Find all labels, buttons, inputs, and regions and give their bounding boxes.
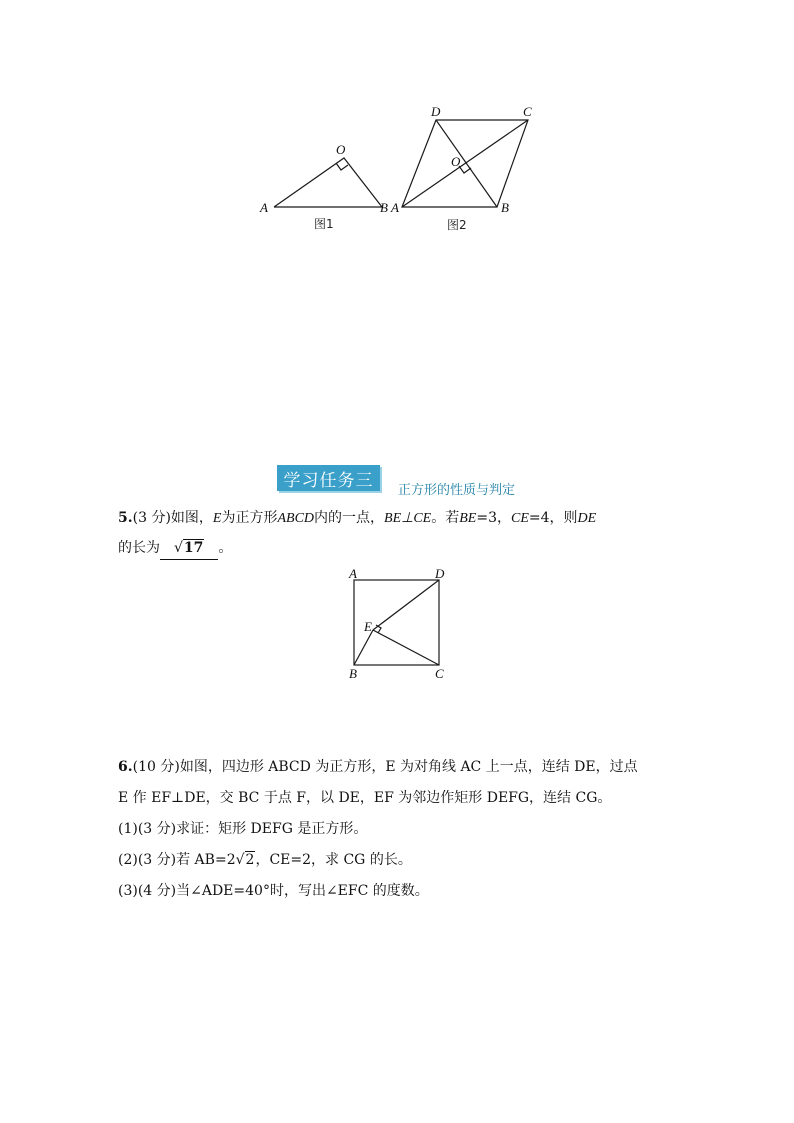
question-5-line-1 — [118, 507, 596, 530]
task-banner: 学习任务三 — [277, 465, 380, 491]
q5-text: =3， — [476, 510, 511, 526]
q6-line-2: E 作 EF⊥DE，交 BC 于点 F，以 DE，EF 为邻边作矩形 DEFG，连结 CG。 — [118, 790, 612, 806]
q5-var-ce: CE — [510, 511, 529, 526]
fig2-label-a: A — [391, 200, 399, 215]
fig1-caption: 图1 — [314, 217, 334, 231]
figure-1 — [259, 142, 388, 231]
q5-text: 的长为 — [118, 540, 160, 556]
question-5-line-2 — [118, 537, 232, 560]
q6-part-2: (2)(3 分)若 AB=2√2，CE=2，求 CG 的长。 — [118, 852, 412, 868]
q5-cond-perp: BE⊥CE — [384, 511, 432, 526]
q5-score: (3 分) — [132, 510, 171, 526]
top-figures — [250, 100, 550, 240]
fig2-caption: 图2 — [447, 218, 467, 232]
q5-figure — [340, 565, 460, 685]
q6-part-2-radicand: 2 — [245, 852, 255, 868]
fig2-label-o: O — [451, 154, 461, 169]
q5-fig-label-a: A — [349, 566, 357, 581]
q5-text: 内的一点， — [314, 510, 385, 526]
q5-answer: 17 — [183, 540, 204, 556]
q6-part-1: (1)(3 分)求证：矩形 DEFG 是正方形。 — [118, 821, 368, 837]
q5-var-de: DE — [577, 511, 597, 526]
q6-part-2-b: ，CE=2，求 CG 的长。 — [255, 852, 412, 868]
q5-var-be: BE — [459, 511, 477, 526]
fig1-label-a: A — [260, 200, 268, 215]
q5-fig-label-e: E — [364, 619, 372, 634]
q5-answer-blank: √17 — [160, 537, 218, 560]
q6-part-3: (3)(4 分)当∠ADE=40°时，写出∠EFC 的度数。 — [118, 883, 429, 899]
figure-2 — [390, 104, 532, 232]
q5-text: 如图， — [170, 510, 213, 526]
q5-text: 为正方形 — [221, 510, 278, 526]
q5-var-abcd: ABCD — [277, 511, 315, 526]
q6-part-2-a: (2)(3 分)若 AB=2 — [118, 852, 236, 868]
q6-score: (10 分) — [132, 759, 180, 775]
task-subtitle: 正方形的性质与判定 — [398, 483, 516, 498]
fig2-label-d: D — [431, 104, 441, 119]
fig1-label-o: O — [336, 142, 346, 157]
question-6-line-1 — [118, 756, 638, 778]
q5-number: 5. — [118, 510, 133, 526]
q5-text: 。 — [218, 540, 233, 556]
fig2-label-b: B — [501, 200, 509, 215]
q5-var-e: E — [212, 511, 222, 526]
fig2-label-c: C — [523, 104, 532, 119]
fig1-label-b: B — [380, 200, 388, 215]
q5-fig-label-c: C — [435, 666, 444, 681]
q5-fig-label-d: D — [435, 566, 445, 581]
q6-number: 6. — [118, 759, 133, 775]
q5-fig-label-b: B — [349, 666, 357, 681]
q5-text: =4，则 — [528, 510, 578, 526]
q6-line-1: 如图，四边形 ABCD 为正方形，E 为对角线 AC 上一点，连结 DE，过点 — [179, 759, 638, 775]
q5-text: 。若 — [431, 510, 460, 526]
